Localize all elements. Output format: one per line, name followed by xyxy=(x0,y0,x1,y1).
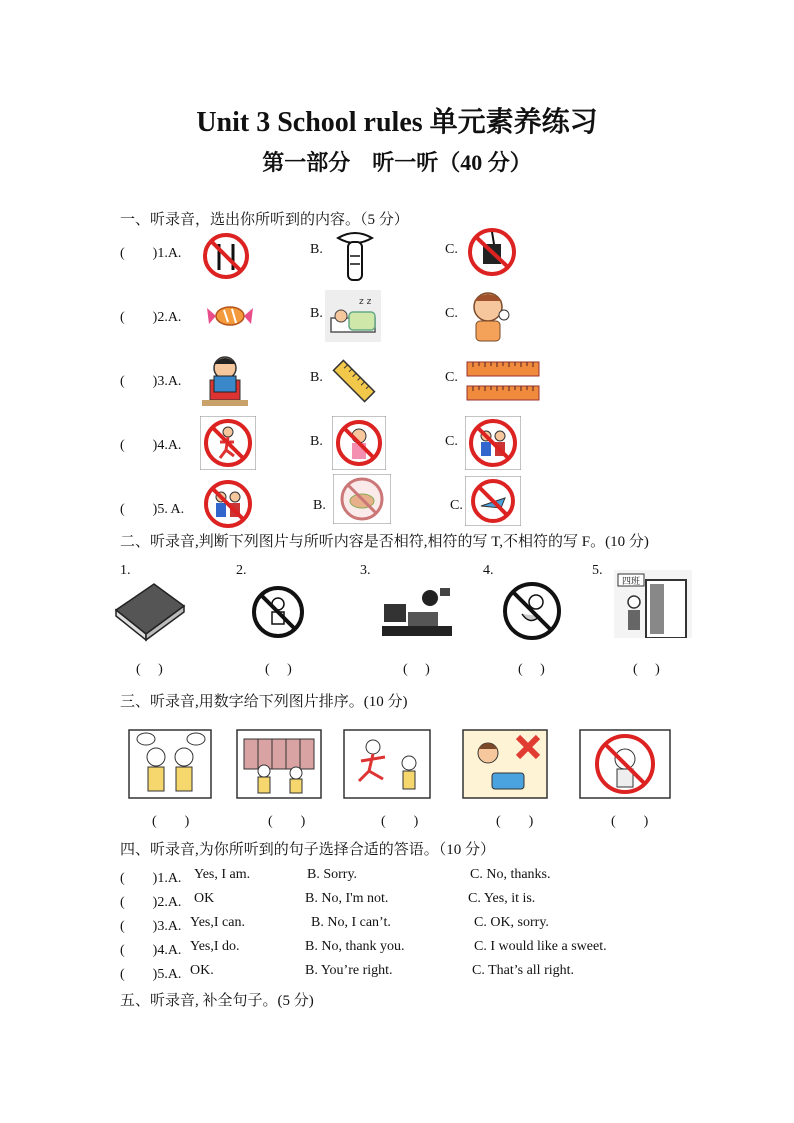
candy-sweet-icon xyxy=(206,298,254,334)
s4-q4-c: C. I would like a sweet. xyxy=(474,939,607,954)
s3-answer-1[interactable]: ( ) xyxy=(152,814,190,829)
messy-desk-mouse-icon xyxy=(380,582,454,640)
s1-q4-b-label: B. xyxy=(310,434,323,449)
book-icon xyxy=(112,580,188,642)
s1-q1-c-label: C. xyxy=(445,242,458,257)
s2-number-1: 1. xyxy=(120,563,131,578)
no-shouting-sign-icon xyxy=(579,729,671,799)
s4-q5-c: C. That’s all right. xyxy=(472,963,575,978)
no-littering-sign-icon xyxy=(250,584,306,640)
no-talking-loud-sign-icon xyxy=(332,416,386,470)
rulers-icon xyxy=(465,358,541,406)
s2-answer-2[interactable]: ( ) xyxy=(265,662,292,677)
no-fighting-sign-icon xyxy=(200,478,256,530)
page-title: Unit 3 School rules 单元素养练习 xyxy=(196,107,598,138)
s4-q2-a: OK xyxy=(194,891,215,906)
s1-q5-c-label: C. xyxy=(450,498,463,513)
boy-reading-book-icon xyxy=(198,352,252,410)
page-subtitle: 第一部分 听一听（40 分） xyxy=(262,150,532,175)
children-in-hallway-icon xyxy=(236,729,322,799)
s1-q3-number: ( )3.A. xyxy=(120,374,182,389)
s2-number-2: 2. xyxy=(236,563,247,578)
s1-q4-number: ( )4.A. xyxy=(120,438,182,453)
classroom-door-icon xyxy=(614,570,692,638)
no-eating-sign-icon xyxy=(500,580,564,642)
boy-eating-icon xyxy=(462,285,518,345)
s1-q3-c-label: C. xyxy=(445,370,458,385)
s2-answer-5[interactable]: ( ) xyxy=(633,662,660,677)
s1-q5-number: ( )5. A. xyxy=(120,502,185,517)
s3-answer-3[interactable]: ( ) xyxy=(381,814,419,829)
s1-q2-b-label: B. xyxy=(310,306,323,321)
s1-q5-b-label: B. xyxy=(313,498,326,513)
s1-q4-c-label: C. xyxy=(445,434,458,449)
no-drinking-sign-icon xyxy=(462,224,522,280)
no-food-sign-icon xyxy=(333,474,391,524)
s2-answer-3[interactable]: ( ) xyxy=(403,662,430,677)
s1-q2-number: ( )2.A. xyxy=(120,310,182,325)
section-1-heading: 一、听录音，选出你所听到的内容。（5 分） xyxy=(120,212,409,228)
s1-q1-number: ( )1.A. xyxy=(120,246,182,261)
s4-q3-b: B. No, I can’t. xyxy=(311,915,391,930)
class-sign-label: 四班 xyxy=(621,577,641,587)
section-3-heading: 三、听录音,用数字给下列图片排序。(10 分) xyxy=(120,694,408,710)
s4-q2-c: C. Yes, it is. xyxy=(468,891,536,906)
no-running-sign-icon xyxy=(200,416,256,470)
s4-q4-number: ( )4.A. xyxy=(120,943,182,958)
s4-q3-a: Yes,I can. xyxy=(190,915,245,930)
s4-q2-b: B. No, I'm not. xyxy=(305,891,389,906)
s1-q1-b-label: B. xyxy=(310,242,323,257)
s2-number-3: 3. xyxy=(360,563,371,578)
no-littering-sign-icon xyxy=(465,476,521,526)
s2-answer-1[interactable]: ( ) xyxy=(136,662,163,677)
no-fighting-sign-icon xyxy=(465,416,521,470)
s2-number-4: 4. xyxy=(483,563,494,578)
no-eating-sign-icon xyxy=(200,228,252,284)
svg-text:z z: z z xyxy=(359,297,372,307)
section-5-heading: 五、听录音, 补全句子。(5 分) xyxy=(120,993,314,1009)
section-2-heading: 二、听录音,判断下列图片与所听内容是否相符,相符的写 T,不相符的写 F。(10 分) xyxy=(120,534,649,550)
s2-number-5: 5. xyxy=(592,563,603,578)
s4-q4-b: B. No, thank you. xyxy=(305,939,405,954)
section-4-heading: 四、听录音,为你所听到的句子选择合适的答语。（10 分） xyxy=(120,842,496,858)
s4-q2-number: ( )2.A. xyxy=(120,895,182,910)
s1-q2-c-label: C. xyxy=(445,306,458,321)
s3-answer-5[interactable]: ( ) xyxy=(611,814,649,829)
s4-q3-number: ( )3.A. xyxy=(120,919,182,934)
s4-q5-a: OK. xyxy=(190,963,214,978)
s4-q1-a: Yes, I am. xyxy=(194,867,251,882)
s4-q5-b: B. You’re right. xyxy=(305,963,393,978)
s1-q3-b-label: B. xyxy=(310,370,323,385)
girl-drawing-wrong-icon xyxy=(462,729,548,799)
s4-q5-number: ( )5.A. xyxy=(120,967,182,982)
s4-q1-c: C. No, thanks. xyxy=(470,867,551,882)
boy-running-icon xyxy=(343,729,431,799)
s4-q3-c: C. OK, sorry. xyxy=(474,915,549,930)
s3-answer-2[interactable]: ( ) xyxy=(268,814,306,829)
s4-q1-b: B. Sorry. xyxy=(307,867,358,882)
sleeping-in-bed-icon xyxy=(325,290,381,342)
s2-answer-4[interactable]: ( ) xyxy=(518,662,545,677)
quiet-finger-lips-icon xyxy=(330,226,380,286)
s3-answer-4[interactable]: ( ) xyxy=(496,814,534,829)
two-girls-talking-icon xyxy=(128,729,212,799)
ruler-icon xyxy=(328,355,380,407)
s4-q4-a: Yes,I do. xyxy=(190,939,240,954)
s4-q1-number: ( )1.A. xyxy=(120,871,182,886)
